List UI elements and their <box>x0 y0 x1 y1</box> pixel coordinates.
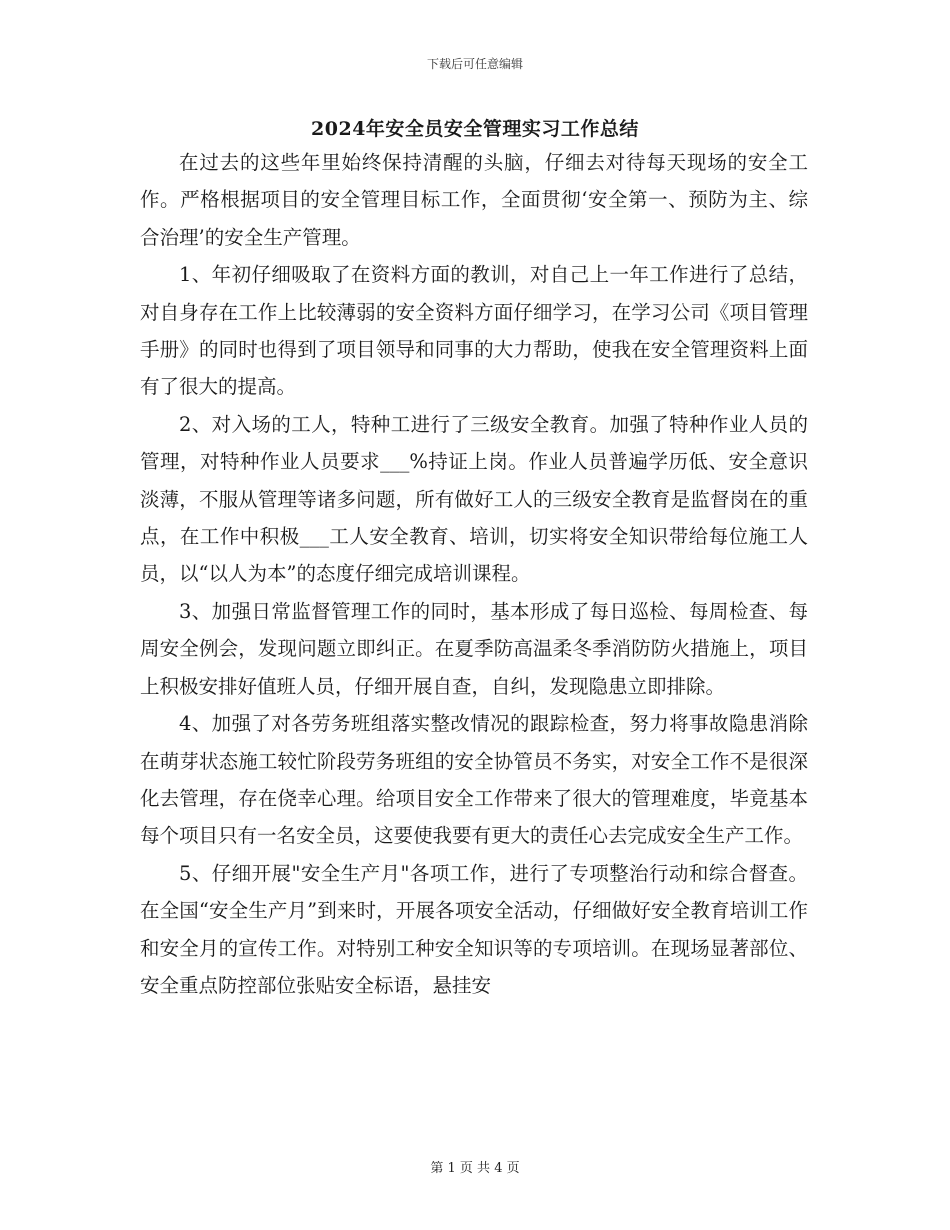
paragraph-item-5: 5、仔细开展"安全生产月"各项工作，进行了专项整治行动和综合督查。在全国“安全生产月”到来时，开展各项安全活动，仔细做好安全教育培训工作和安全月的宣传工作。对特别工种安全知识等的专项培训。在现场显著部位、安全重点防控部位张贴安全标语，悬挂安 <box>140 861 808 997</box>
page-footer: 第 1 页 共 4 页 <box>430 1161 520 1176</box>
paragraph-item-3: 3、加强日常监督管理工作的同时，基本形成了每日巡检、每周检查、每周安全例会，发现问题立即纠正。在夏季防高温柔冬季消防防火措施上，项目上积极安排好值班人员，仔细开展自查，自纠，发现隐患立即排除。 <box>140 599 808 698</box>
paragraph-item-2: 2、对入场的工人，特种工进行了三级安全教育。加强了特种作业人员的管理，对特种作业人员要求___%持证上岗。作业人员普遍学历低、安全意识淡薄，不服从管理等诸多问题，所有做好工人的三级安全教育是监督岗在的重点，在工作中积极___工人安全教育、培训，切实将安全知识带给每位施工人员，以“以人为本”的态度仔细完成培训课程。 <box>140 412 808 586</box>
header-note: 下载后可任意编辑 <box>426 57 523 71</box>
paragraph-item-4: 4、加强了对各劳务班组落实整改情况的跟踪检查，努力将事故隐患消除在萌芽状态施工较忙阶段劳务班组的安全协管员不务实，对安全工作不是很深化去管理，存在侥幸心理。给项目安全工作带来了很大的管理难度，毕竟基本每个项目只有一名安全员，这要使我要有更大的责任心去完成安全生产工作。 <box>140 712 808 848</box>
paragraph-item-1: 1、年初仔细吸取了在资料方面的教训，对自己上一年工作进行了总结，对自身存在工作上比较薄弱的安全资料方面仔细学习，在学习公司《项目管理手册》的同时也得到了项目领导和同事的大力帮助，使我在安全管理资料上面有了很大的提高。 <box>140 263 808 399</box>
document-body <box>140 144 808 1004</box>
paragraph-intro: 在过去的这些年里始终保持清醒的头脑，仔细去对待每天现场的安全工作。严格根据项目的安全管理目标工作，全面贯彻‘安全第一、预防为主、综合治理’的安全生产管理。 <box>140 151 808 249</box>
document-title: 2024年安全员安全管理实习工作总结 <box>311 118 639 140</box>
